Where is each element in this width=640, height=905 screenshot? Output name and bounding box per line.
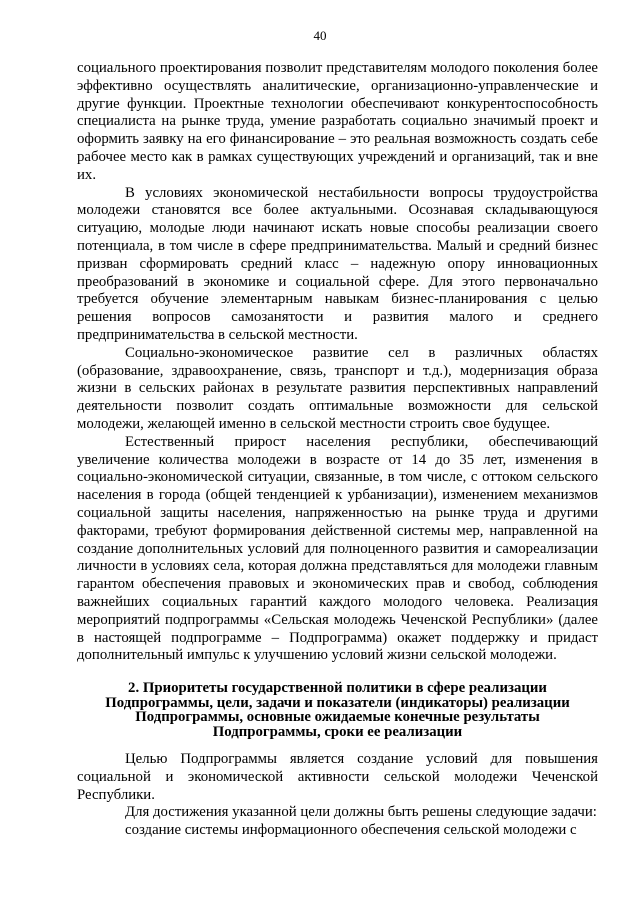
paragraph-project-technologies: социального проектирования позволит представителям молодого поколения более эффективно осуществлять аналитические, организационно-управленческие и другие функции. Проектные технологии обеспечивают конкурентоспособность специалиста на рынке труда, умение разработать социально значимый проект и оформить заявку на его финансирование – это реальная возможность создать себе рабочее место как в рамках существующих учреждений и организаций, так и вне их. xyxy=(77,60,598,183)
paragraph-task-info-system: создание системы информационного обеспечения сельской молодежи с xyxy=(125,822,577,839)
section-heading xyxy=(77,681,598,739)
page-content xyxy=(77,60,598,840)
section-heading-line: Подпрограммы, основные ожидаемые конечные результаты xyxy=(135,709,540,726)
paragraph-goal: Целью Подпрограммы является создание условий для повышения социальной и экономической активности сельской молодежи Чеченской Республики. xyxy=(77,751,598,803)
section-heading-line: 2. Приоритеты государственной политики в сфере реализации xyxy=(128,680,547,697)
section-heading-line: Подпрограммы, сроки ее реализации xyxy=(212,723,463,740)
section-heading-line: Подпрограммы, цели, задачи и показатели (индикаторы) реализации xyxy=(105,694,570,711)
paragraph-tasks-intro: Для достижения указанной цели должны быть решены следующие задачи: xyxy=(125,804,597,821)
paragraph-rural-development: Социально-экономическое развитие сел в различных областях (образование, здравоохранение, связь, транспорт и т.д.), модернизация образа жизни в сельских районах в результате развития перспективных направлений деятельности позволит создать оптимальные возможности для сельской молодежи, желающей именно в сельской местности строить свое будущее. xyxy=(77,344,598,432)
paragraph-employment: В условиях экономической нестабильности вопросы трудоустройства молодежи становятся все более актуальными. Осознавая складывающуюся ситуацию, молодые люди начинают искать новые способы реализации своего потенциала, в том числе в сфере предпринимательства. Малый и средний бизнес призван сформировать средний класс – надежную опору инновационных преобразований в экономике и социальной сфере. Для этого первоначально требуется обучение элементарным навыкам бизнес-планирования с целью решения вопросов самозанятости и развития малого и среднего предпринимательства в сельской местности. xyxy=(77,184,598,343)
page-number: 40 xyxy=(313,28,327,43)
paragraph-population-growth: Естественный прирост населения республики, обеспечивающий увеличение количества молодежи в возрасте от 14 до 35 лет, изменения в социально-экономической ситуации, связанные, в том числе, с оттоком сельского населения в города (общей тенденцией к урбанизации), изменением механизмов социальной защиты населения, напряженностью на рынке труда и другими факторами, требуют формирования действенной системы мер, направленной на создание дополнительных условий для полноценного развития и самореализации личности в условиях села, которая должна представляться для молодежи главным гарантом обеспечения правовых и экономических прав и свобод, соблюдения важнейших социальных гарантий каждого молодого человека. Реализация мероприятий подпрограммы «Сельская молодежь Чеченской Республики» (далее в настоящей подпрограмме – Подпрограмма) окажет поддержку и придаст дополнительный импульс к улучшению условий жизни сельской молодежи. xyxy=(77,433,598,664)
